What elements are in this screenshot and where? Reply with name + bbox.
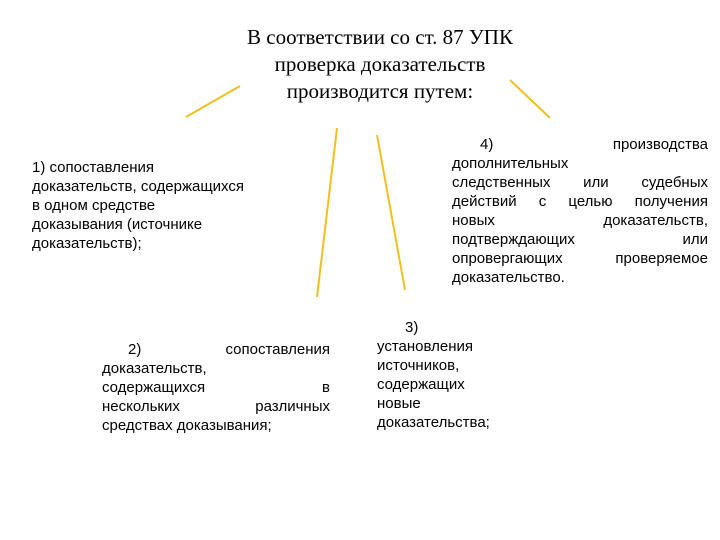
text-line: доказательств);: [32, 235, 142, 252]
text-line: дополнительных: [452, 155, 569, 172]
text-line: установления: [377, 338, 474, 355]
text-line: доказательства;: [377, 414, 490, 431]
word: нескольких: [102, 398, 180, 415]
text-line: [102, 378, 330, 397]
text-line: [452, 192, 708, 211]
text-line: новые: [377, 395, 421, 412]
word: 2): [128, 341, 142, 358]
text-line: доказательств,: [102, 360, 207, 377]
text-line: содержащих: [377, 376, 465, 393]
word: сопоставления: [225, 341, 330, 358]
method-3-text: [377, 318, 547, 432]
word: получения: [634, 193, 708, 210]
diagram-title: [200, 24, 560, 105]
word: судебных: [641, 174, 708, 191]
text-line: источников,: [377, 357, 460, 374]
word: в: [322, 379, 330, 396]
word: следственных: [452, 174, 551, 191]
word: подтверждающих: [452, 231, 575, 248]
connector-line-center-right: [377, 135, 405, 290]
text-line: [452, 135, 708, 154]
text-line: [102, 340, 330, 359]
text-line: [452, 249, 708, 268]
text-line: доказательств, содержащихся: [32, 178, 245, 195]
word: производства: [612, 136, 708, 153]
word: доказательств,: [603, 212, 708, 229]
word: целью: [568, 193, 613, 210]
word: или: [583, 174, 609, 191]
title-line: В соответствии со ст. 87 УПК: [247, 25, 513, 49]
text-line: 1) сопоставления: [32, 159, 155, 176]
text-line: доказательство.: [452, 269, 565, 286]
text-line: средствах доказывания;: [102, 417, 272, 434]
method-4-text: [452, 135, 708, 287]
text-line: [452, 230, 708, 249]
text-line: [452, 211, 708, 230]
word: содержащихся: [102, 379, 206, 396]
method-1-text: [32, 158, 332, 253]
title-line: проверка доказательств: [274, 52, 486, 76]
word: или: [682, 231, 708, 248]
word: опровергающих: [452, 250, 563, 267]
word: различных: [255, 398, 330, 415]
title-line: производится путем:: [286, 79, 474, 103]
word: проверяемое: [615, 250, 708, 267]
text-line: доказывания (источнике: [32, 216, 203, 233]
word: 4): [480, 136, 494, 153]
text-line: [102, 397, 330, 416]
word: с: [538, 193, 547, 210]
text-line: в одном средстве: [32, 197, 156, 214]
text-line: [452, 173, 708, 192]
word: действий: [452, 193, 517, 210]
method-2-text: [102, 340, 330, 435]
word: новых: [452, 212, 495, 229]
text-line: 3): [405, 319, 419, 336]
